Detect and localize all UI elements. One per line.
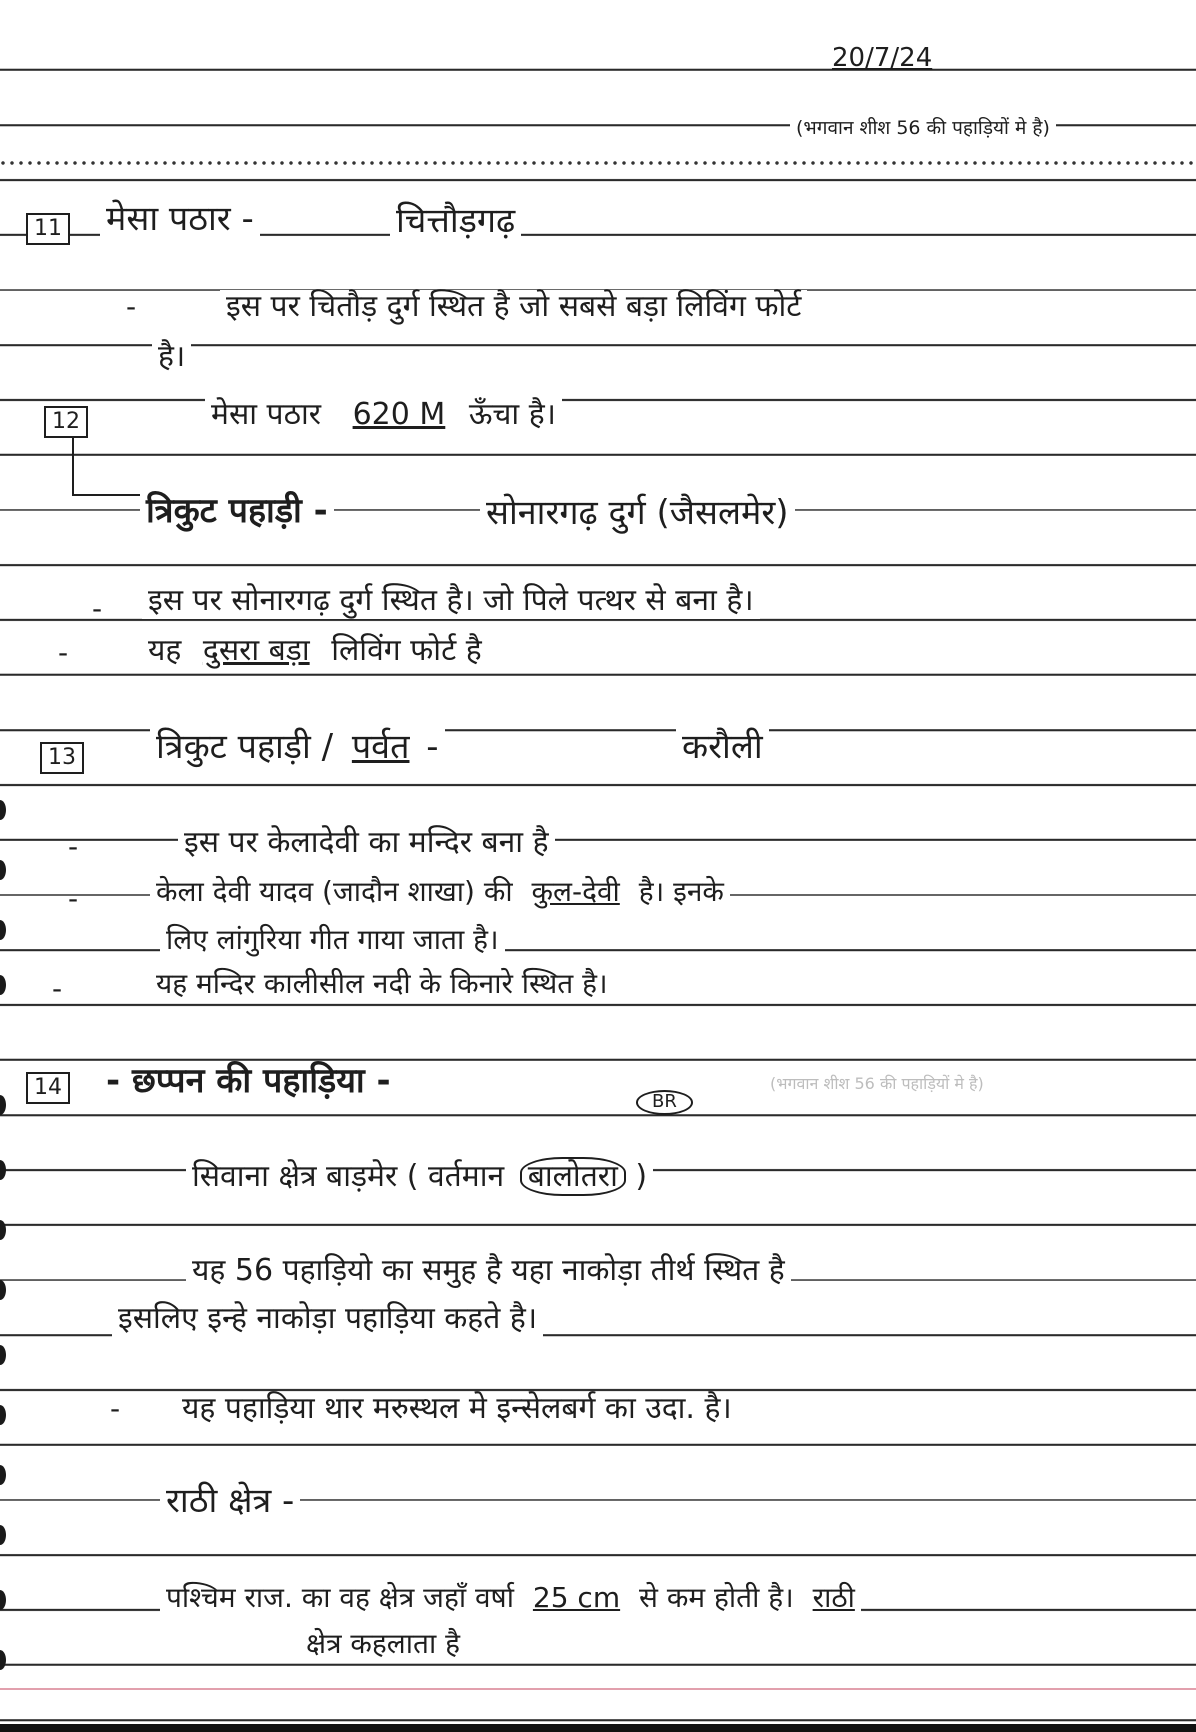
title-post: - [426, 727, 439, 767]
height-pre: मेसा पठार [211, 397, 322, 432]
height-post: ऊँचा है। [468, 397, 557, 432]
title-pre: त्रिकुट पहाड़ी / [156, 727, 334, 767]
bullet-dash: - [92, 592, 103, 625]
bullet-dash: - [126, 290, 137, 323]
section-13-line-4: यह मन्दिर कालीसील नदी के किनारे स्थित है। [150, 968, 614, 1000]
binding-hole [0, 1160, 6, 1180]
section-14-line-4: यह पहाड़िया थार मरुस्थल मे इन्सेलबर्ग का उदा. है। [176, 1392, 738, 1427]
section-14-title: - छप्पन की पहाड़िया - [100, 1062, 397, 1101]
line-2-underlined: दुसरा बड़ा [202, 633, 310, 668]
binding-holes [0, 0, 8, 1732]
title-underlined: पर्वत [351, 727, 410, 767]
rathi-term: राठी [812, 1581, 855, 1614]
page-date: 20/7/24 [832, 43, 933, 73]
binding-hole [0, 975, 6, 995]
section-13-line-1: इस पर केलादेवी का मन्दिर बना है [178, 826, 555, 861]
rathi-line-1-pre: पश्चिम राज. का वह क्षेत्र जहाँ वर्षा [166, 1581, 514, 1614]
height-value: 620 M [352, 397, 446, 432]
binding-hole [0, 800, 6, 820]
binding-hole [0, 1465, 6, 1485]
binding-hole [0, 1095, 6, 1115]
bullet-dash: - [58, 636, 69, 669]
section-12-title: त्रिकुट पहाड़ी - [140, 492, 334, 531]
line-2-post: है। इनके [638, 875, 724, 908]
line-1-pre: सिवाना क्षेत्र बाड़मेर ( वर्तमान [192, 1159, 505, 1194]
section-13-place: करौली [676, 728, 769, 767]
line-2-pre: यह [148, 633, 182, 668]
rathi-line-1 [160, 1582, 861, 1614]
rathi-line-1-mid: से कम होती है। [639, 1581, 794, 1614]
bullet-dash: - [68, 830, 79, 863]
binding-hole [0, 1650, 6, 1670]
section-12-place: सोनारगढ़ दुर्ग (जैसलमेर) [480, 494, 795, 533]
rathi-rainfall-value: 25 cm [532, 1581, 621, 1614]
section-11-place: चित्तौड़गढ़ [390, 202, 521, 241]
binding-hole [0, 1280, 6, 1300]
section-12-line-2 [142, 634, 488, 669]
section-12-line-1: इस पर सोनारगढ़ दुर्ग स्थित है। जो पिले पत्थर से बना है। [142, 584, 760, 619]
section-11-title: मेसा पठार - [100, 200, 260, 239]
section-number-13: 13 [40, 742, 84, 774]
page-margin-line [0, 1688, 1196, 1690]
rathi-line-2: क्षेत्र कहलाता है [300, 1628, 466, 1660]
line-2-underlined: कुल-देवी [531, 875, 620, 908]
section-11-line-1: इस पर चितौड़ दुर्ग स्थित है जो सबसे बड़ा लिविंग फोर्ट [220, 290, 807, 325]
binding-hole [0, 1220, 6, 1240]
section-13-title [150, 728, 445, 767]
binding-hole [0, 1345, 6, 1365]
line-1-post: ) [635, 1159, 648, 1194]
binding-hole [0, 1590, 6, 1610]
binding-hole [0, 1525, 6, 1545]
bullet-dash: - [68, 882, 79, 915]
section-14-line-2: यह 56 पहाड़ियो का समुह है यहा नाकोड़ा तीर्थ स्थित है [186, 1254, 791, 1289]
region-tag: BR [636, 1090, 693, 1115]
bullet-dash: - [52, 972, 63, 1005]
section-number-14: 14 [26, 1072, 70, 1104]
faint-bleed-through: (भगवान शीश 56 की पहाड़ियों मे है) [770, 1074, 984, 1093]
section-number-11: 11 [26, 213, 70, 245]
section-13-line-2 [150, 876, 730, 908]
header-note: (भगवान शीश 56 की पहाड़ियों मे है) [790, 118, 1056, 140]
rathi-title: राठी क्षेत्र - [160, 1482, 300, 1521]
binding-hole [0, 920, 6, 940]
bracket-line [72, 436, 144, 496]
line-2-pre: केला देवी यादव (जादौन शाखा) की [156, 875, 513, 908]
section-14-line-3: इसलिए इन्हे नाकोड़ा पहाड़िया कहते है। [112, 1302, 543, 1337]
section-12-height-label [205, 398, 562, 433]
line-1-circled: बालोतरा [520, 1157, 626, 1196]
section-number-12: 12 [44, 406, 88, 438]
section-13-line-3: लिए लांगुरिया गीत गाया जाता है। [160, 924, 505, 956]
page-bottom-edge [0, 1724, 1196, 1732]
section-14-line-1 [186, 1160, 653, 1195]
section-11-line-1-cont: है। [152, 340, 191, 375]
bullet-dash: - [110, 1392, 121, 1425]
binding-hole [0, 860, 6, 880]
binding-hole [0, 1405, 6, 1425]
line-2-post: लिविंग फोर्ट है [331, 633, 482, 668]
